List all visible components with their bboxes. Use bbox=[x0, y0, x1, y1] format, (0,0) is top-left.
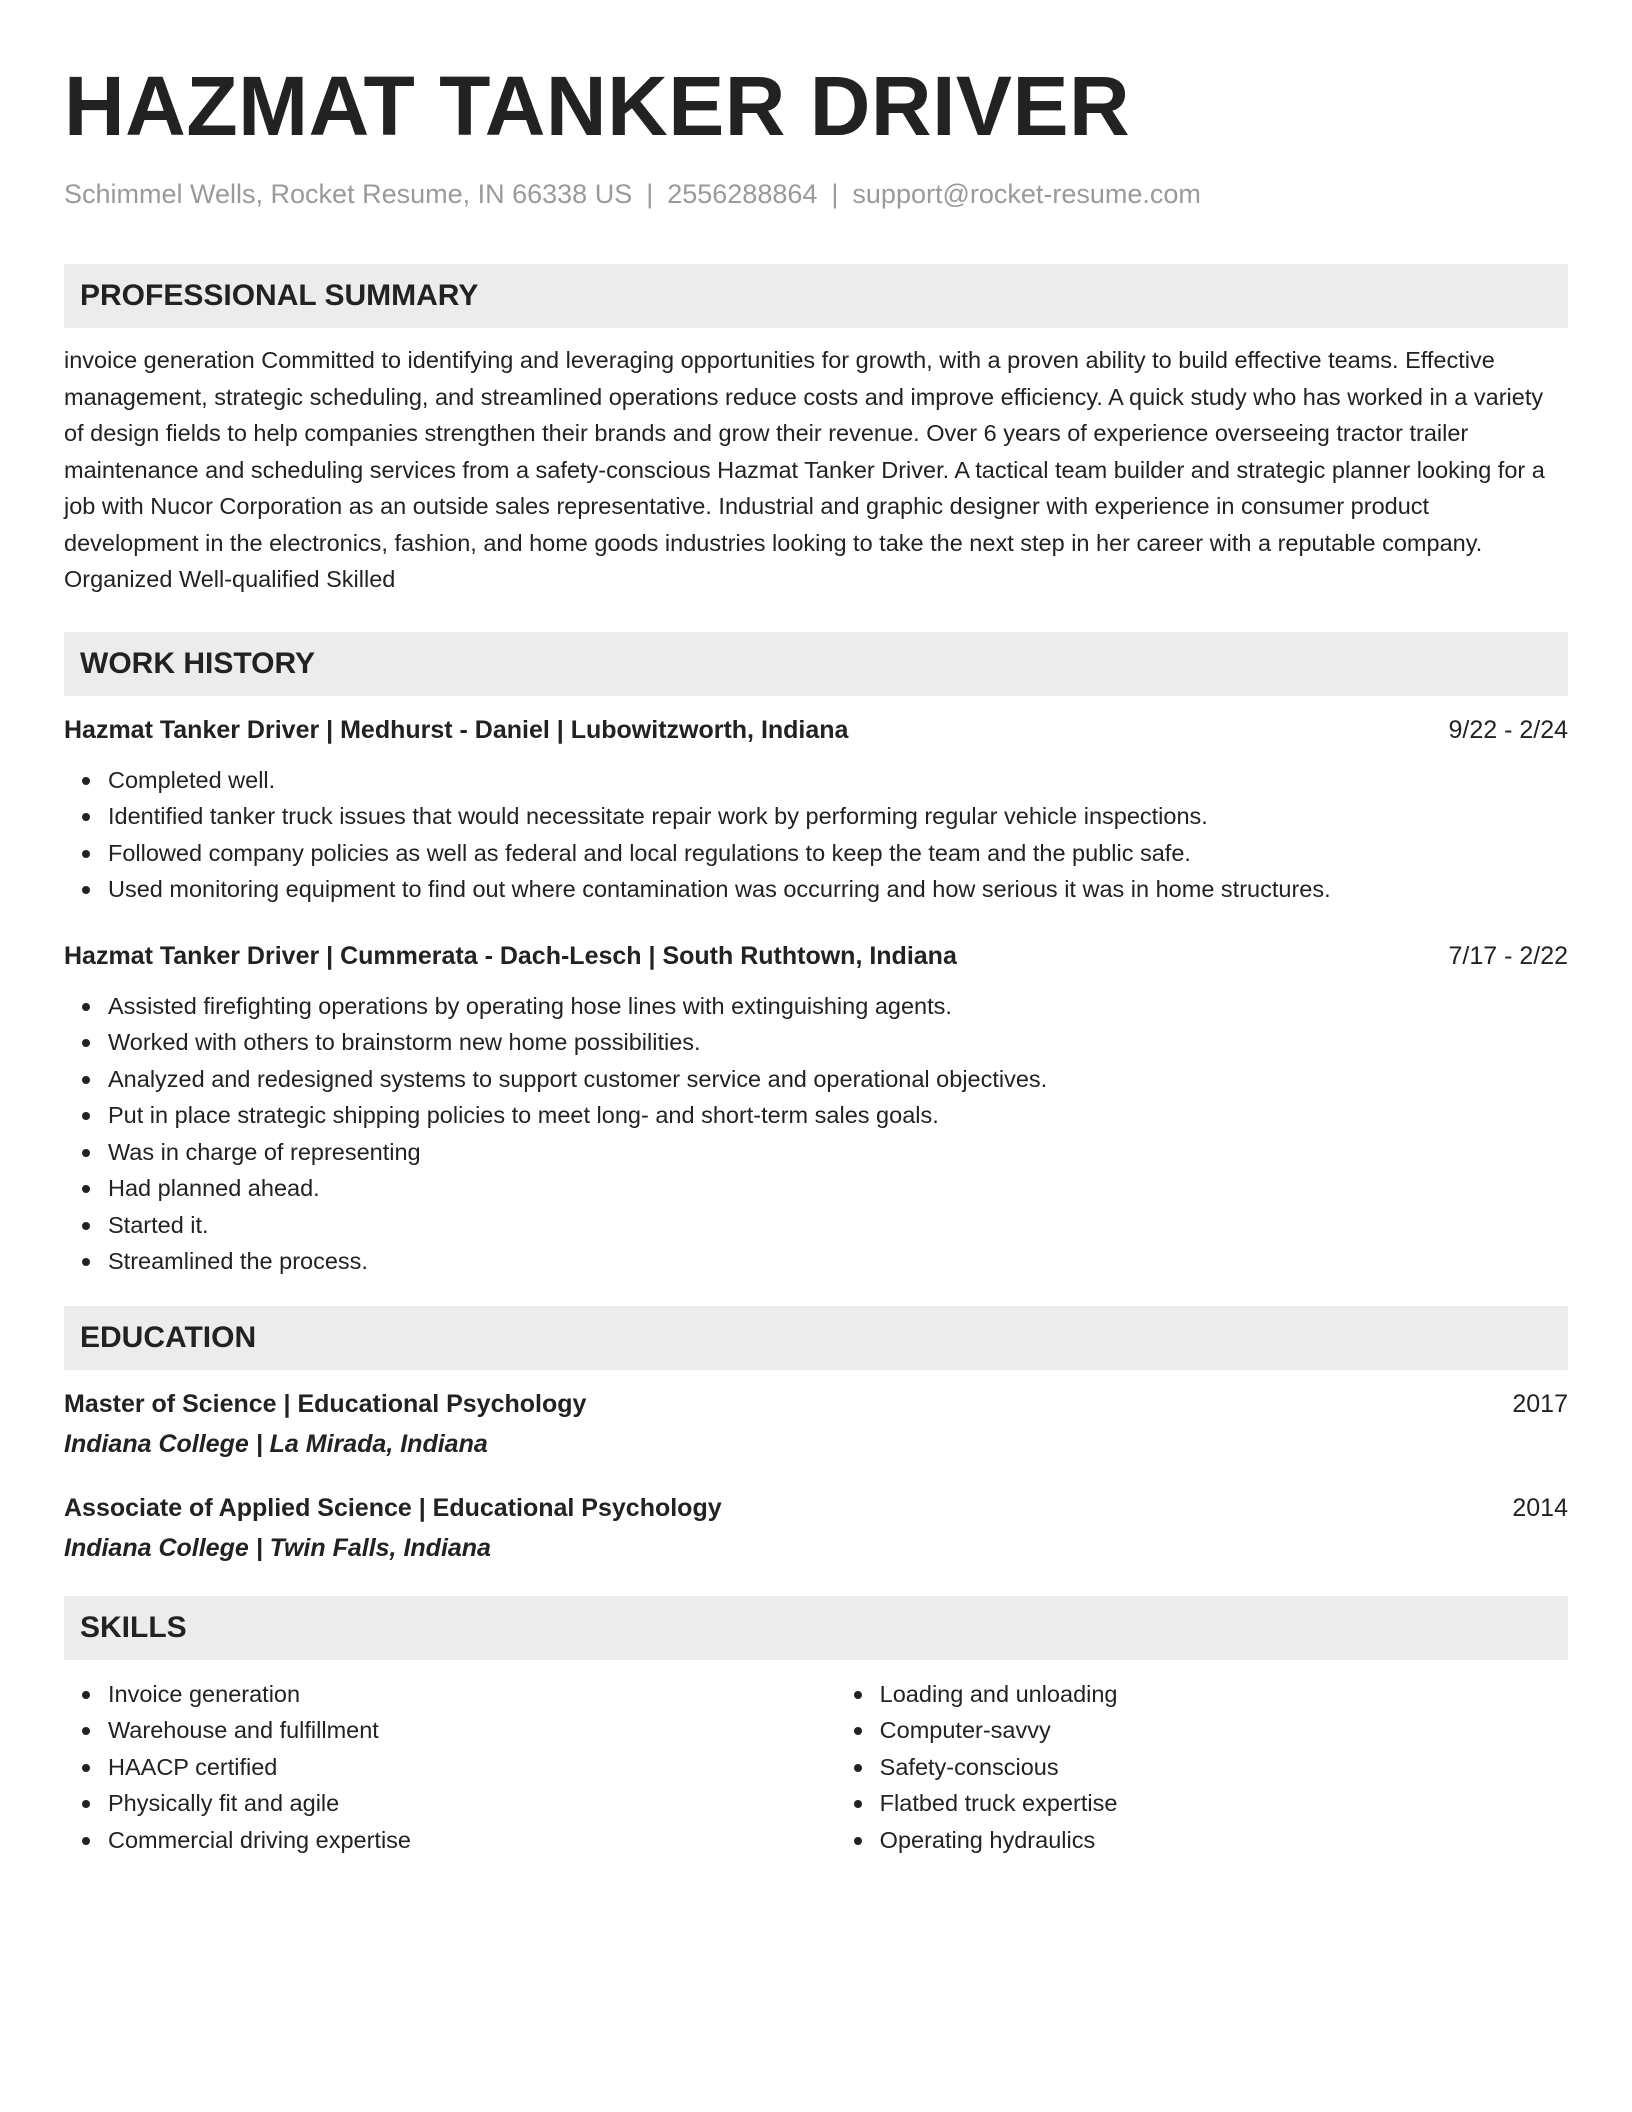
job-entry bbox=[64, 938, 1568, 1280]
list-item: Had planned ahead. bbox=[108, 1170, 1568, 1207]
contact-separator: | bbox=[646, 179, 654, 209]
skills-column-left bbox=[64, 1676, 836, 1859]
list-item: Safety-conscious bbox=[880, 1749, 1568, 1786]
contact-separator: | bbox=[831, 179, 839, 209]
work-history-heading: WORK HISTORY bbox=[64, 632, 1568, 696]
contact-email: support@rocket-resume.com bbox=[852, 179, 1201, 209]
list-item: Started it. bbox=[108, 1207, 1568, 1244]
list-item: Physically fit and agile bbox=[108, 1785, 836, 1822]
job-bullets bbox=[64, 762, 1568, 908]
list-item: Assisted firefighting operations by operating hose lines with extinguishing agents. bbox=[108, 988, 1568, 1025]
school-name: Indiana College | La Mirada, Indiana bbox=[64, 1429, 488, 1458]
list-item: Invoice generation bbox=[108, 1676, 836, 1713]
degree-title: Master of Science | Educational Psychology bbox=[64, 1389, 587, 1418]
list-item: Warehouse and fulfillment bbox=[108, 1712, 836, 1749]
job-dates: 9/22 - 2/24 bbox=[1448, 715, 1568, 744]
list-item: Used monitoring equipment to find out where contamination was occurring and how serious it was in home structures. bbox=[108, 871, 1568, 908]
school-name: Indiana College | Twin Falls, Indiana bbox=[64, 1533, 491, 1562]
job-title: Hazmat Tanker Driver | Medhurst - Daniel | Lubowitzworth, Indiana bbox=[64, 715, 849, 744]
summary-text: invoice generation Committed to identifying and leveraging opportunities for growth, with a proven ability to build effective teams. Effective management, strategic scheduling, and streamlined operations reduce costs and improve efficiency. A quick study who has worked in a variety of design fields to help companies strengthen their brands and grow their revenue. Over 6 years of experience overseeing tractor trailer maintenance and scheduling services from a safety-conscious Hazmat Tanker Driver. A tactical team builder and strategic planner looking for a job with Nucor Corporation as an outside sales representative. Industrial and graphic designer with experience in consumer product development in the electronics, fashion, and home goods industries looking to take the next step in her career with a reputable company. Organized Well-qualified Skilled bbox=[64, 347, 1545, 592]
skills-column-right bbox=[836, 1676, 1568, 1859]
summary-heading: PROFESSIONAL SUMMARY bbox=[64, 264, 1568, 328]
resume-title: HAZMAT TANKER DRIVER bbox=[64, 59, 1131, 153]
skills-heading: SKILLS bbox=[64, 1596, 1568, 1660]
degree-year: 2017 bbox=[1512, 1389, 1568, 1418]
list-item: Put in place strategic shipping policies to meet long- and short-term sales goals. bbox=[108, 1097, 1568, 1134]
education-entry bbox=[64, 1490, 1568, 1566]
contact-line bbox=[64, 176, 1568, 212]
list-item: Operating hydraulics bbox=[880, 1822, 1568, 1859]
job-bullets bbox=[64, 988, 1568, 1280]
contact-address: Schimmel Wells, Rocket Resume, IN 66338 US bbox=[64, 179, 633, 209]
list-item: Was in charge of representing bbox=[108, 1134, 1568, 1171]
job-entry bbox=[64, 712, 1568, 908]
job-title: Hazmat Tanker Driver | Cummerata - Dach-Lesch | South Ruthtown, Indiana bbox=[64, 941, 957, 970]
job-dates: 7/17 - 2/22 bbox=[1448, 941, 1568, 970]
contact-phone: 2556288864 bbox=[667, 179, 818, 209]
list-item: Loading and unloading bbox=[880, 1676, 1568, 1713]
list-item: HAACP certified bbox=[108, 1749, 836, 1786]
list-item: Worked with others to brainstorm new home possibilities. bbox=[108, 1024, 1568, 1061]
skills-list bbox=[64, 1676, 1568, 1859]
list-item: Commercial driving expertise bbox=[108, 1822, 836, 1859]
list-item: Followed company policies as well as federal and local regulations to keep the team and the public safe. bbox=[108, 835, 1568, 872]
list-item: Analyzed and redesigned systems to support customer service and operational objectives. bbox=[108, 1061, 1568, 1098]
degree-year: 2014 bbox=[1512, 1493, 1568, 1522]
list-item: Computer-savvy bbox=[880, 1712, 1568, 1749]
list-item: Identified tanker truck issues that would necessitate repair work by performing regular vehicle inspections. bbox=[108, 798, 1568, 835]
list-item: Flatbed truck expertise bbox=[880, 1785, 1568, 1822]
list-item: Streamlined the process. bbox=[108, 1243, 1568, 1280]
degree-title: Associate of Applied Science | Educational Psychology bbox=[64, 1493, 722, 1522]
education-entry bbox=[64, 1386, 1568, 1462]
education-heading: EDUCATION bbox=[64, 1306, 1568, 1370]
list-item: Completed well. bbox=[108, 762, 1568, 799]
